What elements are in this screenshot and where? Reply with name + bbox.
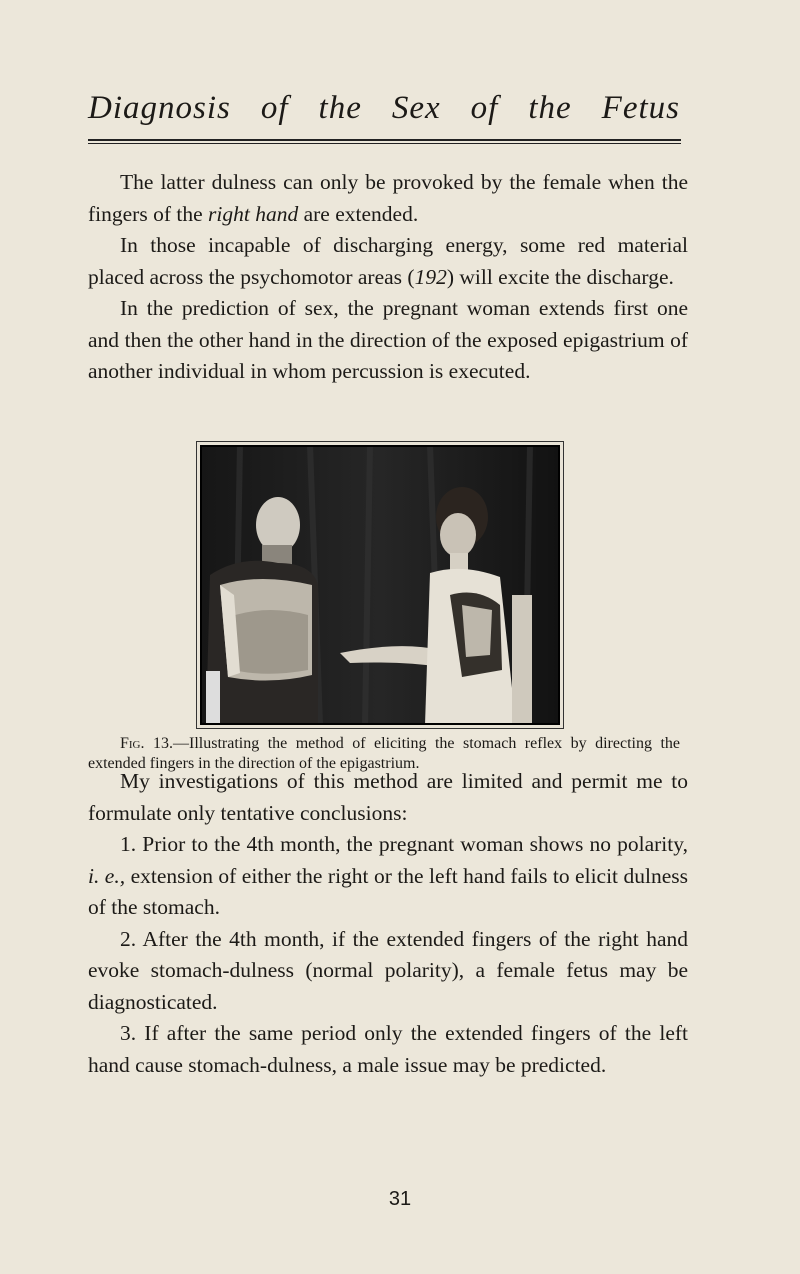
list-number: 3.	[120, 1021, 137, 1045]
text-run: In those incapable of discharging energy, some red material placed across the psychomotor areas (	[88, 233, 688, 289]
paragraph: In the prediction of sex, the pregnant woman extends first one and then the other hand in the direction of the exposed epigastrium of another individual in whom percussion is executed.	[88, 296, 688, 383]
list-number: 1.	[120, 832, 137, 856]
text-run: ) will excite the discharge.	[446, 264, 674, 289]
text-run: The latter dulness can only be provoked by the female when the fingers of the	[88, 170, 688, 226]
header-word: Diagnosis	[88, 90, 231, 126]
header-word: of	[470, 90, 499, 126]
italic-text: i. e.,	[88, 863, 126, 888]
bottom-text-block	[88, 766, 688, 1081]
caption-text: —Illustrating the method of eliciting the stomach reflex by directing the extended fingers in the direction of the epigastrium.	[88, 735, 680, 772]
text-run: extension of either the right or the left hand fails to elicit dulness of the stomach.	[88, 863, 688, 919]
list-item	[88, 924, 688, 1019]
text-run: If after the same period only the extended fingers of the left hand cause stomach-dulness, a male issue may be predicted.	[88, 1021, 688, 1077]
header-word: Fetus	[601, 90, 680, 126]
figure-label: Fig. 13.	[120, 735, 173, 752]
paragraph	[88, 167, 688, 230]
header-word: the	[528, 90, 572, 126]
header-word: of	[260, 90, 289, 126]
header-word: Sex	[391, 90, 441, 126]
page-number: 31	[388, 1188, 412, 1210]
photo-illustration	[200, 445, 560, 725]
italic-text: 192	[414, 264, 447, 289]
list-number: 2.	[120, 926, 137, 951]
list-item	[88, 829, 688, 924]
figure-photograph	[200, 445, 560, 725]
header-rule-thick	[88, 139, 681, 141]
text-run: Prior to the 4th month, the pregnant woman shows no polarity,	[136, 832, 688, 856]
running-header	[88, 90, 680, 127]
top-text-block	[88, 167, 688, 388]
text-run: After the 4th month, if the extended fingers of the right hand evoke stomach-dulness (normal polarity), a female fetus may be diagnosticated.	[88, 926, 688, 1014]
list-item	[88, 1018, 688, 1081]
italic-text: right hand	[208, 201, 299, 226]
text-run: are extended.	[298, 201, 419, 226]
header-word: the	[318, 90, 362, 126]
header-rule-thin	[88, 143, 681, 144]
paragraph: My investigations of this method are limited and permit me to formulate only tentative conclusions:	[88, 769, 688, 825]
paragraph	[88, 230, 688, 293]
